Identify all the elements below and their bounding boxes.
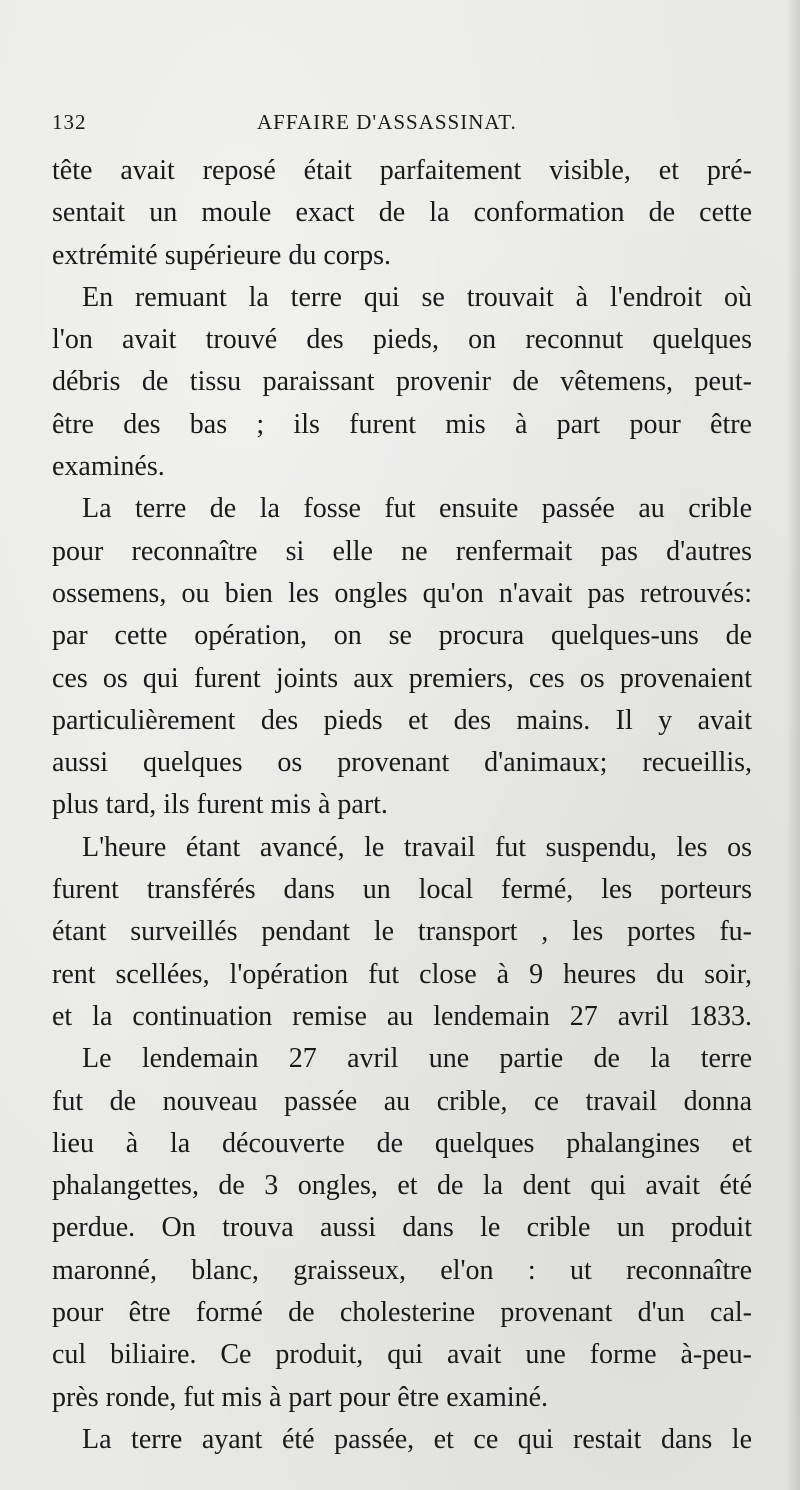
text-line: pour être formé de cholesterine provenant d'un cal- bbox=[52, 1297, 752, 1329]
text-line: étant surveillés pendant le transport , les portes fu- bbox=[52, 916, 752, 948]
text-line: La terre ayant été passée, et ce qui restait dans le bbox=[82, 1423, 752, 1455]
text-line: L'heure étant avancé, le travail fut suspendu, les os bbox=[82, 831, 752, 863]
text-line: ces os qui furent joints aux premiers, ces os provenaient bbox=[52, 662, 752, 694]
body-text bbox=[52, 150, 752, 1461]
text-line: perdue. On trouva aussi dans le crible un produit bbox=[52, 1212, 752, 1244]
text-line: ossemens, ou bien les ongles qu'on n'avait pas retrouvés: bbox=[52, 577, 752, 609]
running-title: AFFAIRE D'ASSASSINAT. bbox=[257, 110, 517, 134]
text-line: examinés. bbox=[52, 451, 165, 483]
running-head bbox=[52, 110, 752, 140]
text-line: l'on avait trouvé des pieds, on reconnut quelques bbox=[52, 324, 752, 356]
page-number: 132 bbox=[52, 110, 87, 134]
text-line: et la continuation remise au lendemain 27 avril 1833. bbox=[52, 1000, 752, 1032]
text-line: être des bas ; ils furent mis à part pour être bbox=[52, 408, 752, 440]
text-line: lieu à la découverte de quelques phalangines et bbox=[52, 1127, 752, 1159]
text-line: par cette opération, on se procura quelques-uns de bbox=[52, 620, 752, 652]
text-line: La terre de la fosse fut ensuite passée au crible bbox=[82, 493, 752, 525]
text-line: tête avait reposé était parfaitement visible, et pré- bbox=[52, 155, 752, 186]
text-line: extrémité supérieure du corps. bbox=[52, 239, 391, 271]
text-line: aussi quelques os provenant d'animaux; recueillis, bbox=[52, 747, 752, 779]
text-line: pour reconnaître si elle ne renfermait pas d'autres bbox=[52, 535, 752, 567]
text-line: maronné, blanc, graisseux, el'on : ut reconnaître bbox=[52, 1254, 752, 1286]
text-line: En remuant la terre qui se trouvait à l'endroit où bbox=[82, 281, 752, 313]
text-line: furent transférés dans un local fermé, les porteurs bbox=[52, 874, 752, 906]
text-line: fut de nouveau passée au crible, ce travail donna bbox=[52, 1085, 752, 1117]
text-line: particulièrement des pieds et des mains. Il y avait bbox=[52, 704, 752, 736]
text-line: plus tard, ils furent mis à part. bbox=[52, 789, 388, 821]
text-line: débris de tissu paraissant provenir de vêtemens, peut- bbox=[52, 366, 752, 398]
page-edge-shadow bbox=[786, 0, 800, 1490]
text-line: près ronde, fut mis à part pour être examiné. bbox=[52, 1381, 549, 1413]
text-line: sentait un moule exact de la conformation de cette bbox=[52, 197, 752, 229]
text-line: cul biliaire. Ce produit, qui avait une forme à-peu- bbox=[52, 1339, 752, 1371]
text-line: Le lendemain 27 avril une partie de la terre bbox=[82, 1043, 752, 1075]
text-line: phalangettes, de 3 ongles, et de la dent qui avait été bbox=[52, 1170, 752, 1202]
text-line: rent scellées, l'opération fut close à 9 heures du soir, bbox=[52, 958, 752, 990]
